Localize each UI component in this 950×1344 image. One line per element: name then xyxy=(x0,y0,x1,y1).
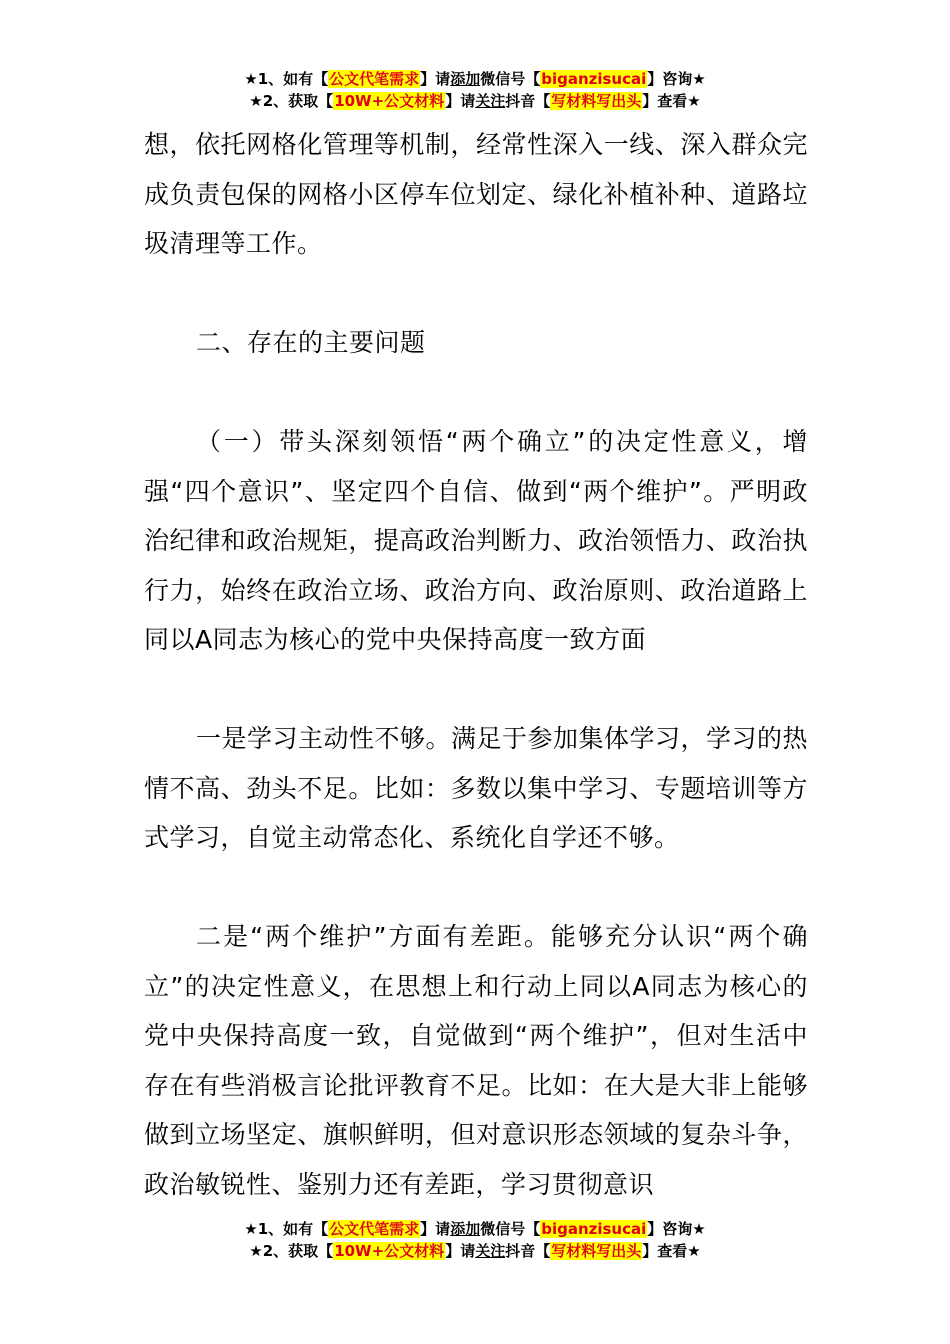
blank-line xyxy=(144,665,808,715)
footer-promo-line-1 xyxy=(0,1218,950,1240)
promo-text: ★2、获取【 xyxy=(249,92,334,110)
promo-text: ★1、如有【 xyxy=(244,70,329,88)
promo-underlined: 关注 xyxy=(475,92,506,110)
promo-text: 抖音【 xyxy=(505,92,551,110)
promo-text: 】请 xyxy=(420,70,451,88)
promo-text: 抖音【 xyxy=(505,1242,551,1260)
promo-highlight: 10W+公文材料 xyxy=(334,92,445,110)
promo-text: 】请 xyxy=(445,1242,476,1260)
header-promo-line-1 xyxy=(0,68,950,90)
paragraph-continuation: 想，依托网格化管理等机制，经常性深入一线、深入群众完成负责包保的网格小区停车位划定、绿化补植补种、道路垃圾清理等工作。 xyxy=(144,130,808,258)
promo-text: 】请 xyxy=(445,92,476,110)
header-promo xyxy=(0,68,950,112)
promo-text: 】查看★ xyxy=(642,92,701,110)
promo-underlined: 添加 xyxy=(450,70,481,88)
promo-text: 】咨询★ xyxy=(647,1220,706,1238)
document-body xyxy=(144,120,808,1209)
promo-underlined: 添加 xyxy=(450,1220,481,1238)
blank-line xyxy=(144,269,808,319)
promo-wechat-id: biganzisucai xyxy=(541,70,647,88)
promo-text: 】咨询★ xyxy=(647,70,706,88)
promo-text: 】请 xyxy=(420,1220,451,1238)
paragraph-point-one: 一是学习主动性不够。满足于参加集体学习，学习的热情不高、劲头不足。比如：多数以集中学习、专题培训等方式学习，自觉主动常态化、系统化自学还不够。 xyxy=(144,724,809,852)
footer-promo xyxy=(0,1218,950,1262)
blank-line xyxy=(144,863,808,913)
promo-highlight: 10W+公文材料 xyxy=(334,1242,445,1260)
footer-promo-line-2 xyxy=(0,1240,950,1262)
promo-highlight: 公文代笔需求 xyxy=(329,70,420,88)
blank-line xyxy=(144,368,808,418)
promo-text: 微信号【 xyxy=(480,1220,541,1238)
promo-highlight: 公文代笔需求 xyxy=(329,1220,420,1238)
promo-text: ★2、获取【 xyxy=(249,1242,334,1260)
promo-douyin-id: 写材料写出头 xyxy=(551,1242,642,1260)
paragraph-point-two: 二是“两个维护”方面有差距。能够充分认识“两个确立”的决定性意义，在思想上和行动上同以A同志为核心的党中央保持高度一致，自觉做到“两个维护”，但对生活中存在有些消极言论批评教育不足。比如：在大是大非上能够做到立场坚定、旗帜鲜明，但对意识形态领域的复杂斗争，政治敏锐性、鉴别力还有差距，学习贯彻意识 xyxy=(144,922,808,1199)
promo-douyin-id: 写材料写出头 xyxy=(551,92,642,110)
promo-text: ★1、如有【 xyxy=(244,1220,329,1238)
subsection-heading: （一）带头深刻领悟“两个确立”的决定性意义，增强“四个意识”、坚定四个自信、做到“两个维护”。严明政治纪律和政治规矩，提高政治判断力、政治领悟力、政治执行力，始终在政治立场、政治方向、政治原则、政治道路上同以A同志为核心的党中央保持高度一致方面 xyxy=(144,427,808,654)
promo-text: 】查看★ xyxy=(642,1242,701,1260)
section-heading: 二、存在的主要问题 xyxy=(196,328,426,357)
promo-underlined: 关注 xyxy=(475,1242,506,1260)
header-promo-line-2 xyxy=(0,90,950,112)
promo-wechat-id: biganzisucai xyxy=(541,1220,647,1238)
promo-text: 微信号【 xyxy=(480,70,541,88)
